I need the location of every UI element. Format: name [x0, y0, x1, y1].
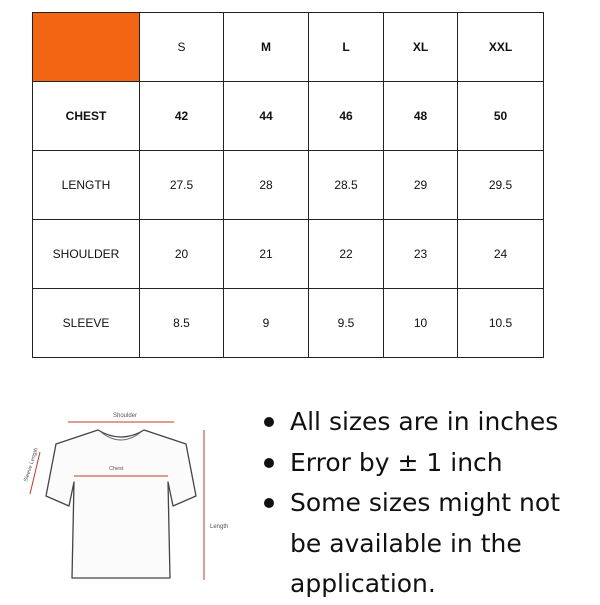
note-text: application. [290, 569, 436, 598]
note-text: Error by ± 1 inch [290, 447, 503, 477]
table-row [33, 289, 544, 358]
table-cell: 50 [458, 82, 544, 151]
table-cell: 42 [140, 82, 224, 151]
row-label: SLEEVE [33, 289, 140, 358]
tshirt-measurement-diagram [10, 400, 250, 590]
sleeve-label: Sleeve Length [23, 447, 40, 483]
table-cell: 21 [224, 220, 309, 289]
size-header: XL [384, 13, 458, 82]
table-cell: 10 [384, 289, 458, 358]
table-row [33, 82, 544, 151]
table-cell: 28 [224, 151, 309, 220]
note-text: Some sizes might not [290, 488, 560, 517]
size-header: M [224, 13, 309, 82]
table-row [33, 151, 544, 220]
table-header-row [33, 13, 544, 82]
shoulder-label: Shoulder [113, 413, 138, 419]
bullet-icon [264, 498, 274, 508]
note-text: All sizes are in inches [290, 407, 559, 436]
size-header: L [309, 13, 384, 82]
table-cell: 48 [384, 82, 458, 151]
table-cell: 27.5 [140, 151, 224, 220]
table-cell: 29.5 [458, 151, 544, 220]
table-cell: 9 [224, 289, 309, 358]
size-chart-table [32, 12, 544, 358]
table-cell: 10.5 [458, 289, 544, 358]
tshirt-svg [10, 400, 250, 590]
size-notes-list [262, 402, 592, 605]
row-label: LENGTH [33, 151, 140, 220]
table-cell: 24 [458, 220, 544, 289]
table-cell: 20 [140, 220, 224, 289]
table-row [33, 220, 544, 289]
bullet-icon [264, 417, 274, 427]
table-cell: 28.5 [309, 151, 384, 220]
size-header: XXL [458, 13, 544, 82]
size-header: S [140, 13, 224, 82]
table-cell: 9.5 [309, 289, 384, 358]
row-label: CHEST [33, 82, 140, 151]
row-label: SHOULDER [33, 220, 140, 289]
table-cell: 22 [309, 220, 384, 289]
length-label: Length [210, 524, 229, 530]
table-cell: 44 [224, 82, 309, 151]
chest-label: Chest [109, 466, 124, 472]
tshirt-outline [46, 430, 196, 578]
note-item [262, 402, 592, 443]
table-cell: 46 [309, 82, 384, 151]
note-text: be available in the [290, 528, 522, 558]
table-cell: 8.5 [140, 289, 224, 358]
note-item [262, 443, 592, 484]
table-cell: 23 [384, 220, 458, 289]
table-cell: 29 [384, 151, 458, 220]
note-item [262, 483, 592, 605]
corner-swatch [33, 13, 140, 82]
bullet-icon [264, 458, 274, 468]
